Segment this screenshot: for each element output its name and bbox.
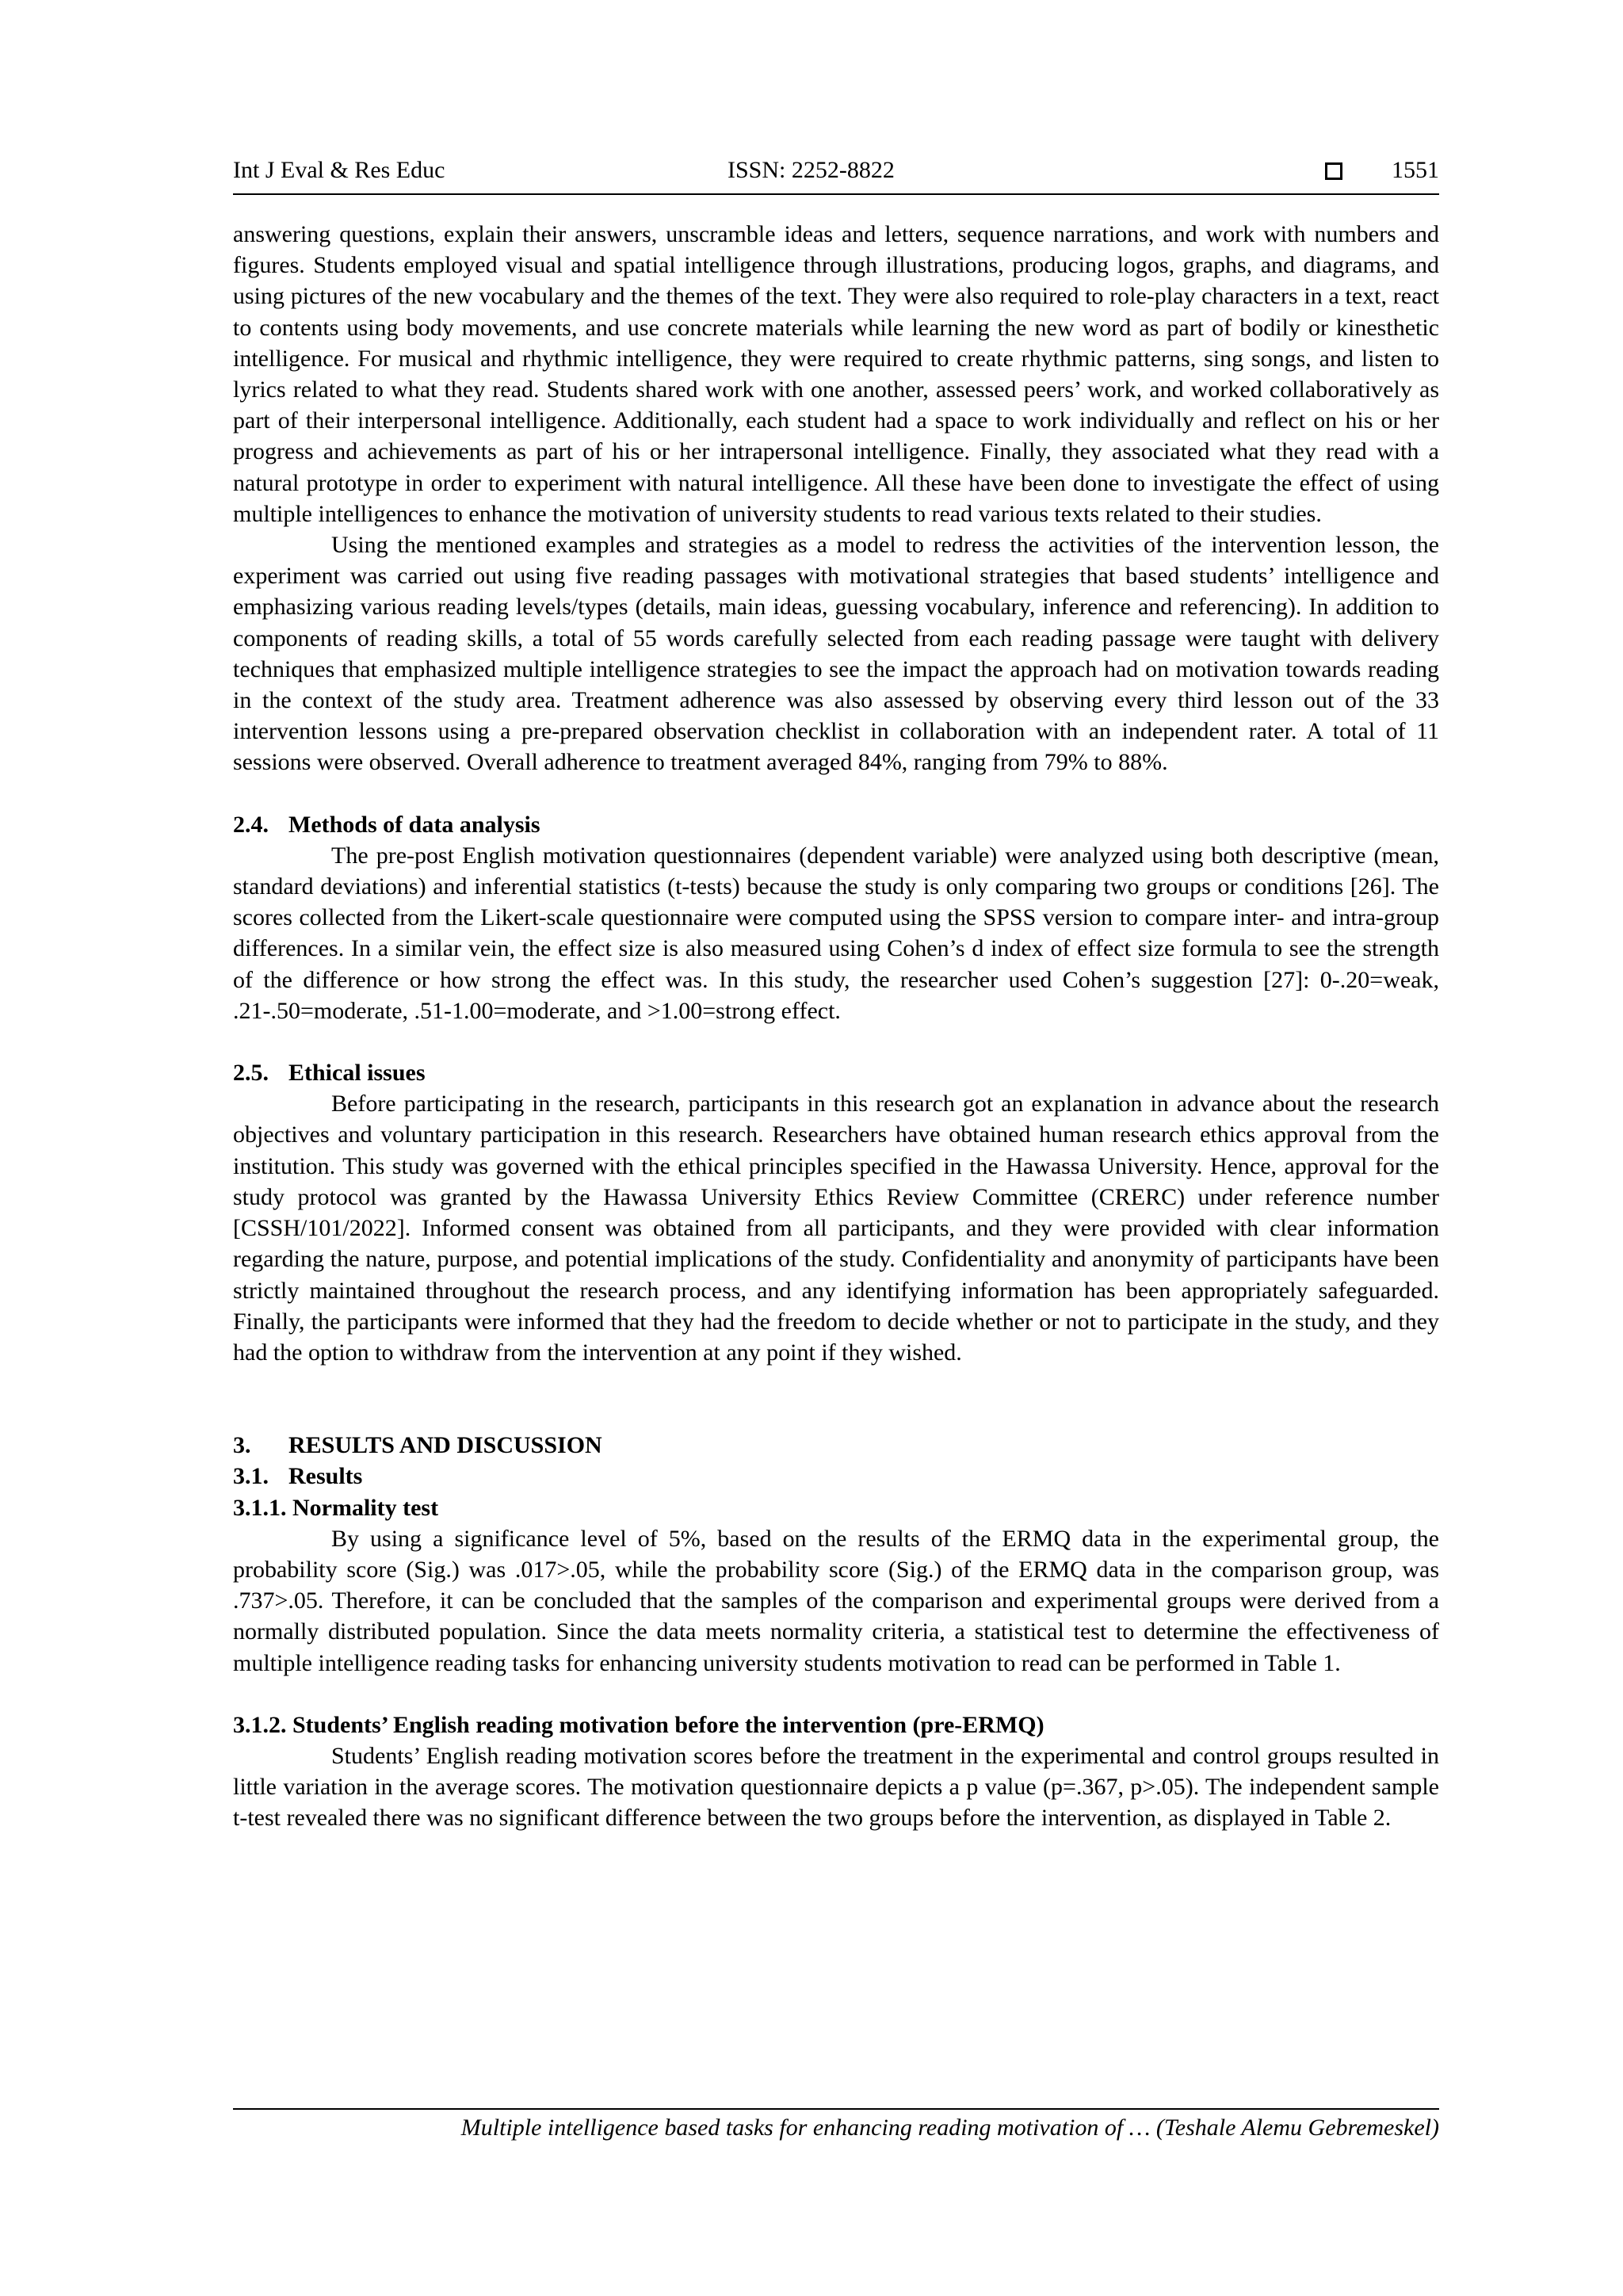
paragraph-continued: answering questions, explain their answers, unscramble ideas and letters, sequence narrations, and work with numbers and figures. Students employed visual and spatial intelligence through illustrations, producing logos, graphs, and diagrams, and using pictures of the new vocabulary and the themes of the text. They were also required to role-play characters in a text, react to contents using body movements, and use concrete materials while learning the new word as part of bodily or kinesthetic intelligence. For musical and rhythmic intelligence, they were required to create rhythmic patterns, sing songs, and listen to lyrics related to what they read. Students shared work with one another, assessed peers’ work, and worked collaboratively as part of their interpersonal intelligence. Additionally, each student had a space to work individually and reflect on his or her progress and achievements as part of his or her intrapersonal intelligence. Finally, they associated what they read with a natural prototype in order to experiment with natural intelligence. All these have been done to investigate the effect of using multiple intelligences to enhance the motivation of university students to read various texts related to their studies. xyxy=(233,221,1439,527)
section-title: Methods of data analysis xyxy=(288,811,540,838)
paragraph-ethics: Before participating in the research, participants in this research got an explanation in advance about the research objectives and voluntary participation in this research. Researchers have obtained human research ethics approval from the institution. This study was governed with the ethical principles specified in the Hawassa University. Hence, approval for the study protocol was granted by the Hawassa University Ethics Review Committee (CRERC) under reference number [CSSH/101/2022]. Informed consent was obtained from all participants, and they were provided with clear information regarding the nature, purpose, and potential implications of the study. Confidentiality and anonymity of participants have been strictly maintained throughout the research process, and any identifying information has been appropriately safeguarded. Finally, the participants were informed that they had the freedom to decide whether or not to participate in the study, and they had the option to withdraw from the intervention at any point if they wished. xyxy=(233,1091,1439,1366)
section-heading-2-5 xyxy=(233,1057,1439,1088)
page-header xyxy=(233,155,1439,195)
section-number: 2.5. xyxy=(233,1060,269,1087)
main-content xyxy=(233,219,1439,1834)
section-heading-3-1 xyxy=(233,1461,1439,1492)
section-title: Ethical issues xyxy=(288,1060,426,1087)
section-heading-3 xyxy=(233,1430,1439,1461)
section-heading-2-4 xyxy=(233,809,1439,840)
journal-name: Int J Eval & Res Educ xyxy=(233,157,445,183)
paragraph-data-analysis: The pre-post English motivation questionnaires (dependent variable) were analyzed using both descriptive (mean, standard deviations) and inferential statistics (t-tests) because the study is only comparing two groups or conditions [26]. The scores collected from the Likert-scale questionnaire were computed using the SPSS version to compare inter- and intra-group differences. In a similar vein, the effect size is also measured using Cohen’s d index of effect size formula to see the strength of the difference or how strong the effect was. In this study, the researcher used Cohen’s suggestion [27]: 0-.20=weak, .21-.50=moderate, .51-1.00=moderate, and >1.00=strong effect. xyxy=(233,842,1439,1024)
section-number: 3.1. xyxy=(233,1463,269,1490)
section-title: Results xyxy=(288,1463,363,1490)
checkbox-square-icon xyxy=(1325,162,1342,180)
page-number: 1551 xyxy=(1392,157,1439,183)
section-heading-3-1-1: 3.1.1. Normality test xyxy=(233,1494,439,1521)
paragraph-pre-ermq: Students’ English reading motivation scores before the treatment in the experimental and control groups resulted in little variation in the average scores. The motivation questionnaire depicts a p value (p=.367, p>.05). The independent sample t-test revealed there was no significant difference between the two groups before the intervention, as displayed in Table 2. xyxy=(233,1742,1439,1832)
paragraph-intervention: Using the mentioned examples and strategies as a model to redress the activities of the intervention lesson, the experiment was carried out using five reading passages with motivational strategies that based students’ intelligence and emphasizing various reading levels/types (details, main ideas, guessing vocabulary, inference and referencing). In addition to components of reading skills, a total of 55 words carefully selected from each reading passage were taught with delivery techniques that emphasized multiple intelligence strategies to see the impact the approach had on motivation towards reading in the context of the study area. Treatment adherence was also assessed by observing every third lesson out of the 33 intervention lessons using a pre-prepared observation checklist in collaboration with an independent rater. A total of 11 sessions were observed. Overall adherence to treatment averaged 84%, ranging from 79% to 88%. xyxy=(233,532,1439,776)
running-title: Multiple intelligence based tasks for enhancing reading motivation of … (Teshale Alemu Gebremeskel) xyxy=(460,2115,1439,2141)
section-number: 3. xyxy=(233,1432,251,1459)
section-number: 2.4. xyxy=(233,811,269,838)
issn: ISSN: 2252-8822 xyxy=(727,157,895,183)
section-title: RESULTS AND DISCUSSION xyxy=(288,1432,602,1459)
section-heading-3-1-2: 3.1.2. Students’ English reading motivation before the intervention (pre-ERMQ) xyxy=(233,1711,1044,1738)
paragraph-normality: By using a significance level of 5%, based on the results of the ERMQ data in the experimental group, the probability score (Sig.) was .017>.05, while the probability score (Sig.) of the ERMQ data in the comparison group, was .737>.05. Therefore, it can be concluded that the samples of the comparison and experimental groups were derived from a normally distributed population. Since the data meets normality criteria, a statistical test to determine the effectiveness of multiple intelligence reading tasks for enhancing university students motivation to read can be performed in Table 1. xyxy=(233,1525,1439,1676)
page-footer xyxy=(233,2108,1439,2141)
